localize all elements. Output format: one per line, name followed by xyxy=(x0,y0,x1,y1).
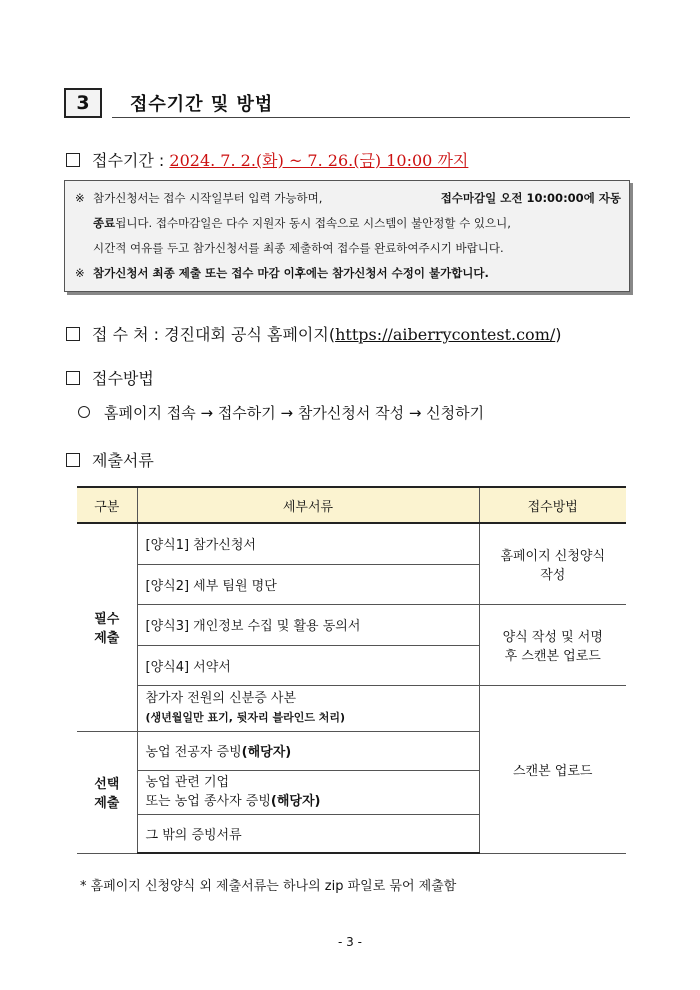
doc-form4 xyxy=(137,645,479,685)
section-number-box xyxy=(64,88,102,118)
section-underline xyxy=(112,117,630,118)
documents-table xyxy=(77,486,626,854)
section-number: 3 xyxy=(76,92,90,114)
notice-bold-text: 접수마감일 오전 10:00:00에 자동 xyxy=(440,191,621,205)
page-number: - 3 - xyxy=(338,935,362,949)
notice-mark: ※ xyxy=(75,266,85,280)
form-title: 세부 팀원 명단 xyxy=(193,578,277,594)
notice-box xyxy=(64,180,630,292)
method-homepage-form: 홈페이지 신청양식 작성 xyxy=(479,523,626,604)
notice-line-1 xyxy=(75,186,621,211)
group-optional: 선택 제출 xyxy=(77,731,137,853)
doc-form3 xyxy=(137,604,479,645)
id-copy-text: 참가자 전원의 신분증 사본 xyxy=(145,691,297,706)
method-heading xyxy=(66,366,154,389)
circle-bullet-icon xyxy=(78,406,90,418)
method-label: 접수방법 xyxy=(92,369,154,388)
checkbox-icon xyxy=(66,453,80,467)
form-title: 서약서 xyxy=(193,659,231,675)
notice-line-4 xyxy=(75,261,621,286)
notice-line-2 xyxy=(75,211,621,236)
opt-note: (해당자) xyxy=(241,745,292,760)
doc-opt3: 그 밖의 증빙서류 xyxy=(137,814,479,853)
footnote: * 홈페이지 신청양식 외 제출서류는 하나의 zip 파일로 묶어 제출함 xyxy=(80,879,457,894)
doc-opt1 xyxy=(137,731,479,770)
form-tag: [양식3] xyxy=(145,619,190,634)
table-row xyxy=(77,685,626,731)
table-row xyxy=(77,523,626,564)
form-tag: [양식2] xyxy=(145,578,190,594)
method-scan-upload: 스캔본 업로드 xyxy=(479,685,626,853)
doc-opt2 xyxy=(137,770,479,814)
checkbox-icon xyxy=(66,327,80,341)
notice-warning: 참가신청서 최종 제출 또는 접수 마감 이후에는 참가신청서 수정이 불가합니다. xyxy=(93,266,489,280)
checkbox-icon xyxy=(66,371,80,385)
table-row xyxy=(77,604,626,645)
header-category: 구분 xyxy=(77,487,137,523)
form-tag: [양식1] xyxy=(145,538,190,554)
place-close: ) xyxy=(555,325,562,344)
group-required: 필수 제출 xyxy=(77,523,137,731)
form-title: 참가신청서 xyxy=(193,538,256,554)
method-steps-text: 홈페이지 접속 → 접수하기 → 참가신청서 작성 → 신청하기 xyxy=(104,404,485,422)
documents-heading xyxy=(66,448,154,471)
notice-line-3: 시간적 여유를 두고 참가신청서를 최종 제출하여 접수를 완료하여주시기 바랍니다. xyxy=(93,241,504,255)
opt-text: 농업 관련 기업 xyxy=(145,775,230,790)
notice-mark: ※ xyxy=(75,191,85,205)
place-label: 접 수 처 : 경진대회 공식 홈페이지( xyxy=(92,325,336,344)
checkbox-icon xyxy=(66,153,80,167)
opt-note: (해당자) xyxy=(270,794,321,809)
form-tag: [양식4] xyxy=(145,659,190,675)
period-row xyxy=(66,148,468,171)
notice-text: 참가신청서는 접수 시작일부터 입력 가능하며, xyxy=(93,191,323,205)
documents-label: 제출서류 xyxy=(92,451,154,470)
notice-bold-text: 종료 xyxy=(93,216,116,230)
doc-id-copy xyxy=(137,685,479,731)
doc-form1 xyxy=(137,523,479,564)
period-label: 접수기간 : xyxy=(92,151,165,170)
notice-text: 됩니다. 접수마감일은 다수 지원자 동시 접속으로 시스템이 불안정할 수 있으니, xyxy=(115,216,511,230)
method-sign-scan: 양식 작성 및 서명 후 스캔본 업로드 xyxy=(479,604,626,685)
form-title: 개인정보 수집 및 활용 동의서 xyxy=(193,619,361,634)
header-method: 접수방법 xyxy=(479,487,626,523)
id-copy-note: (생년월일만 표기, 뒷자리 블라인드 처리) xyxy=(145,711,346,724)
place-row xyxy=(66,322,562,345)
header-documents: 세부서류 xyxy=(137,487,479,523)
table-header-row xyxy=(77,487,626,523)
doc-form2 xyxy=(137,564,479,604)
period-value: 2024. 7. 2.(화) ~ 7. 26.(금) 10:00 까지 xyxy=(169,151,469,170)
opt-text: 농업 전공자 증빙 xyxy=(145,745,242,760)
method-steps xyxy=(78,402,484,423)
opt-text: 또는 농업 종사자 증빙 xyxy=(145,794,271,809)
section-title: 접수기간 및 방법 xyxy=(130,94,274,115)
contest-homepage-link[interactable]: https://aiberrycontest.com/ xyxy=(335,325,556,344)
